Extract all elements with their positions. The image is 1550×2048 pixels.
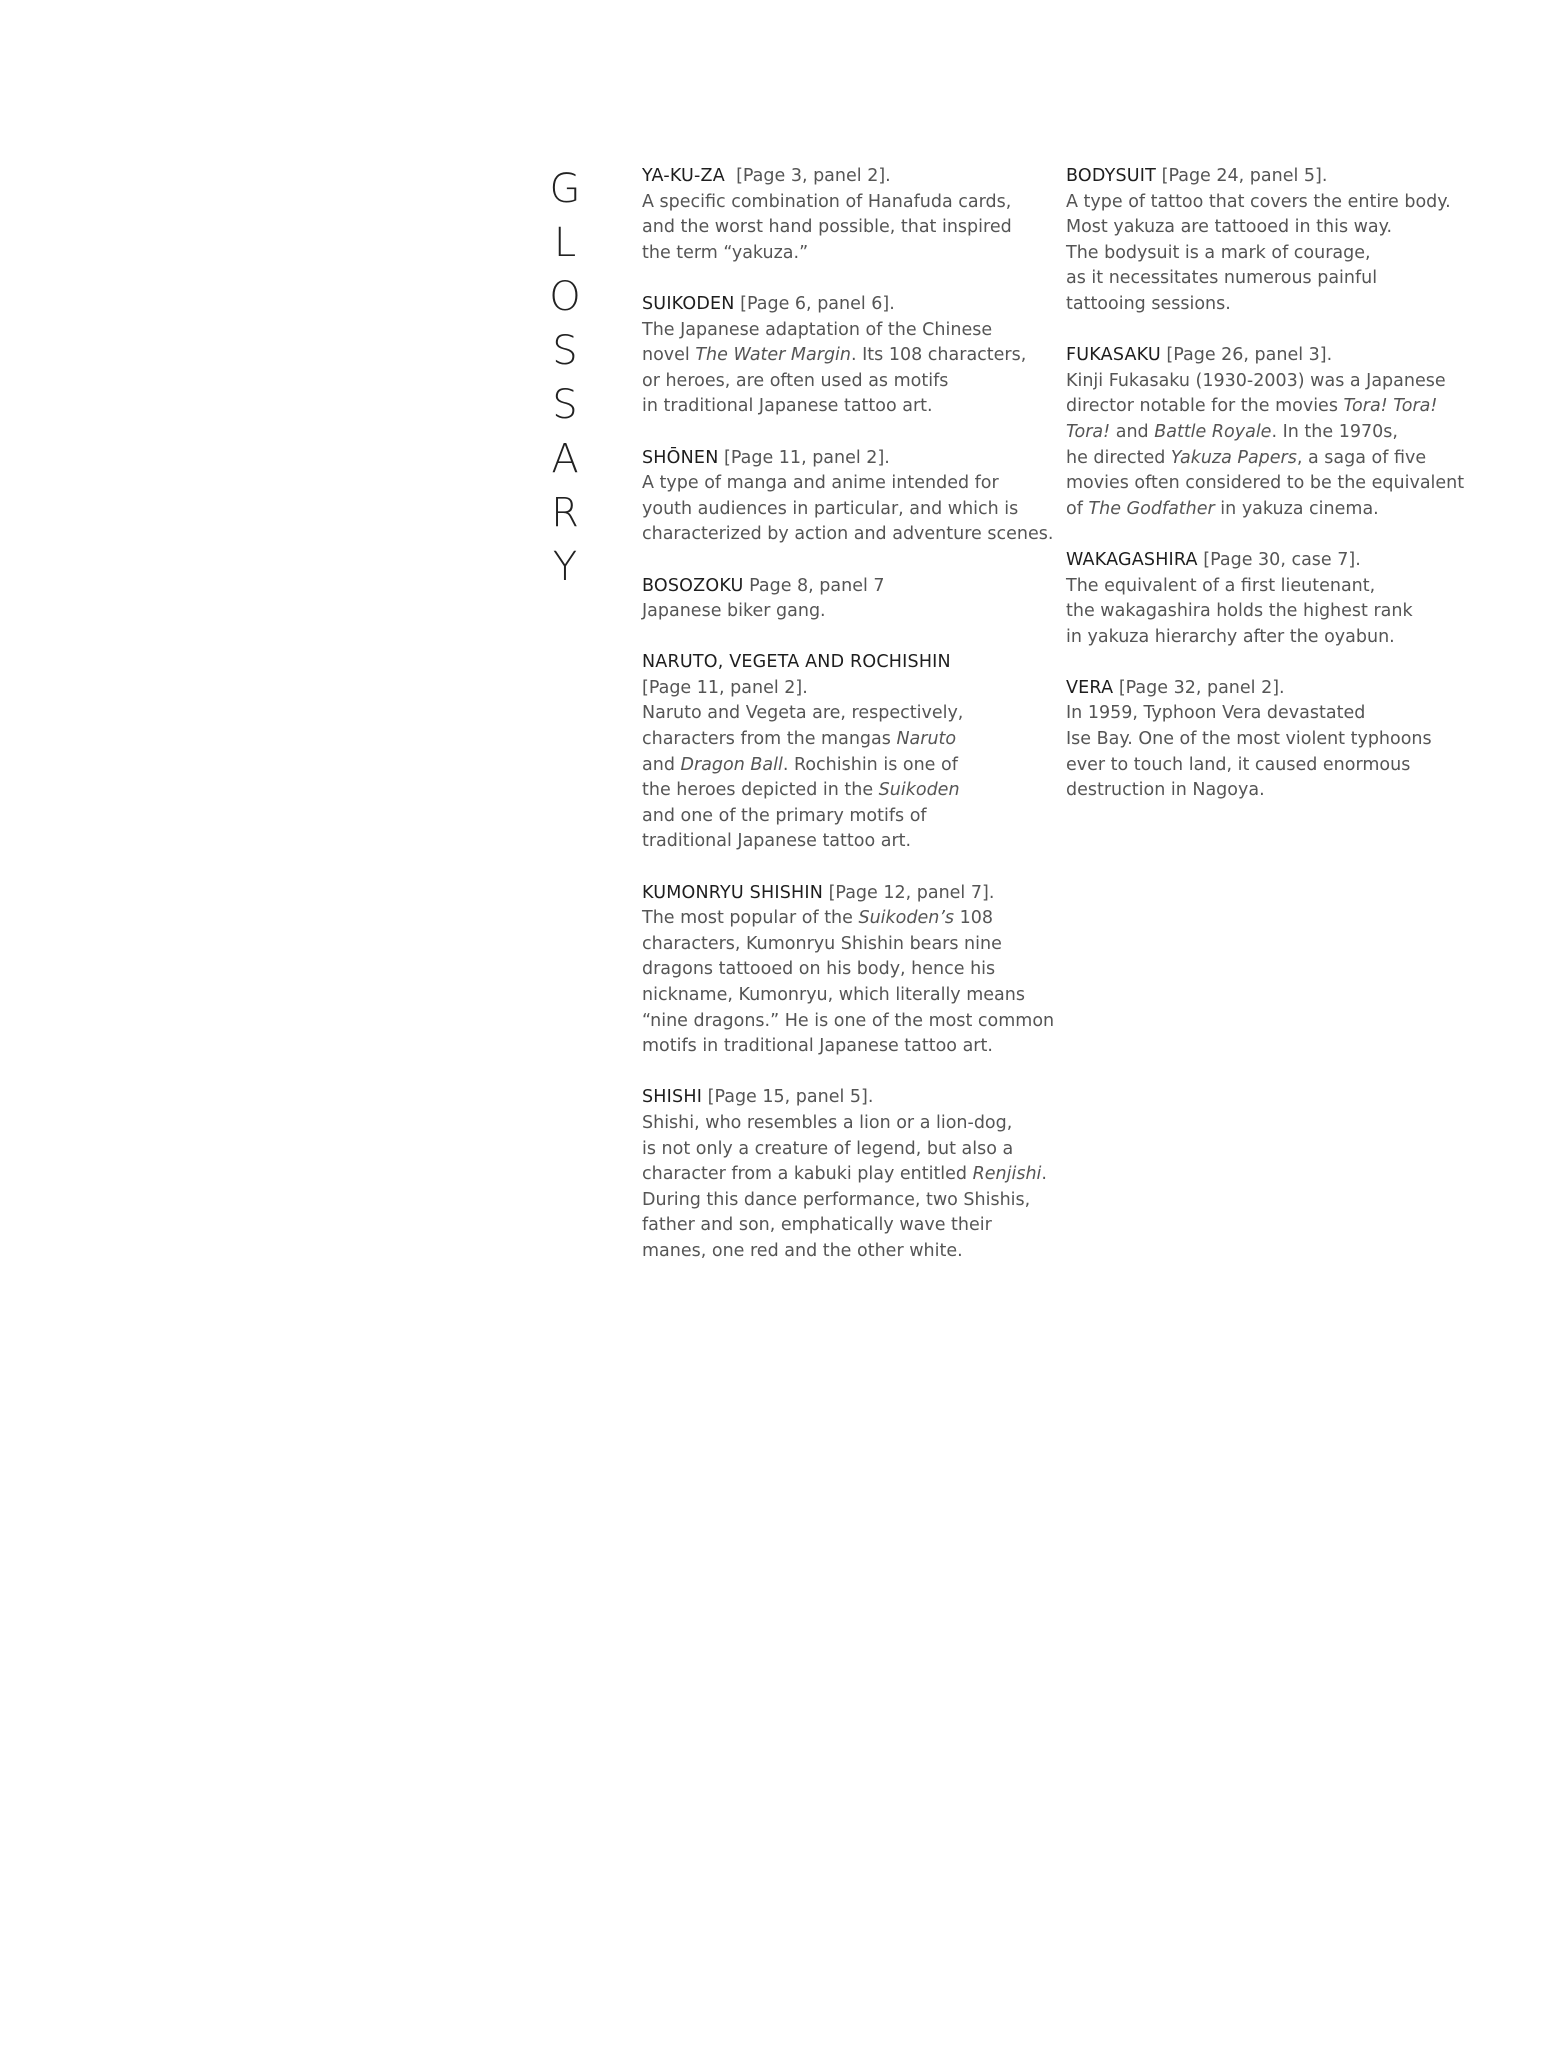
definition-text: Most yakuza are tattooed in this way. xyxy=(1066,217,1393,238)
definition-text: and one of the primary motifs of xyxy=(642,805,927,826)
entry-term: BODYSUIT xyxy=(1066,166,1157,186)
definition-text: 108 xyxy=(954,908,994,929)
entry-page-reference: [Page 3, panel 2]. xyxy=(724,166,891,186)
definition-text: novel xyxy=(642,345,696,366)
entry-term: YA-KU-ZA xyxy=(642,166,725,186)
entry-term: SHISHI xyxy=(642,1087,703,1108)
entry-page-reference: Page 8, panel 7 xyxy=(743,575,885,596)
definition-text: . Rochishin is one of xyxy=(782,754,958,775)
entry-definition-line xyxy=(1066,190,1466,216)
entry-definition-line xyxy=(1066,266,1466,292)
definition-text: A type of manga and anime intended for xyxy=(642,473,999,494)
glossary-entry xyxy=(1066,164,1466,318)
definition-text: Naruto and Vegeta are, respectively, xyxy=(642,703,964,724)
entry-definition-line xyxy=(1066,497,1466,523)
glossary-entry xyxy=(1066,548,1466,650)
entry-term: KUMONRYU SHISHIN xyxy=(642,882,824,903)
definition-text: . xyxy=(1041,1164,1047,1185)
definition-text: traditional Japanese tattoo art. xyxy=(642,831,912,852)
definition-text: he directed xyxy=(1066,447,1171,468)
entry-heading xyxy=(1066,164,1466,190)
entry-definition-line xyxy=(642,241,1042,267)
entry-page-reference: [Page 6, panel 6]. xyxy=(734,293,895,314)
entry-definition-line xyxy=(1066,625,1466,651)
entry-definition-line xyxy=(642,522,1054,548)
definition-text: and xyxy=(642,754,681,775)
entry-page-reference: [Page 12, panel 7]. xyxy=(823,882,995,903)
definition-text: “nine dragons.” He is one of the most common xyxy=(642,1010,1055,1031)
title-letter: O xyxy=(549,274,581,320)
definition-text: A type of tattoo that covers the entire body. xyxy=(1066,191,1451,212)
title-letter: Y xyxy=(552,544,578,590)
definition-text: in yakuza cinema. xyxy=(1214,498,1379,519)
definition-text: , a saga of five xyxy=(1296,447,1427,468)
definition-text: The most popular of the xyxy=(642,908,859,929)
entry-definition-line xyxy=(642,1213,1042,1239)
entry-definition-line xyxy=(642,829,1042,855)
entry-term: SUIKODEN xyxy=(642,293,735,314)
entry-heading xyxy=(642,881,1042,907)
entry-definition-line xyxy=(1066,215,1466,241)
glossary-entry xyxy=(1066,676,1466,804)
definition-text: A specific combination of Hanafuda cards, xyxy=(642,191,1012,212)
entry-page-reference: [Page 11, panel 2]. xyxy=(718,447,890,468)
entry-term: SHŌNEN xyxy=(642,447,719,468)
entry-definition-line xyxy=(642,190,1042,216)
definition-text: ever to touch land, it caused enormous xyxy=(1066,754,1411,775)
italic-title: Dragon Ball xyxy=(680,754,783,775)
entry-definition-line xyxy=(1066,292,1466,318)
definition-text: . In the 1970s, xyxy=(1271,421,1398,442)
italic-title: Tora! Tora! xyxy=(1343,396,1438,417)
entry-term: FUKASAKU xyxy=(1066,345,1161,366)
definition-text: dragons tattooed on his body, hence his xyxy=(642,959,996,980)
title-letter: G xyxy=(549,166,581,212)
entry-definition-line xyxy=(642,471,1042,497)
entry-definition-line xyxy=(1066,701,1466,727)
entry-definition-line xyxy=(1066,420,1466,446)
definition-text: characters from the mangas xyxy=(642,729,897,750)
definition-text: Kinji Fukasaku (1930-2003) was a Japanese xyxy=(1066,370,1446,391)
definition-text: tattooing sessions. xyxy=(1066,293,1231,314)
glossary-entry xyxy=(1066,343,1466,522)
entry-definition-line xyxy=(1066,727,1466,753)
entry-definition-line xyxy=(1066,574,1466,600)
entry-definition-line xyxy=(642,497,1042,523)
entry-term: VERA xyxy=(1066,677,1114,698)
definition-text: In 1959, Typhoon Vera devastated xyxy=(1066,703,1366,724)
title-letter: L xyxy=(553,220,577,266)
glossary-entry xyxy=(642,574,1042,625)
definition-text: The equivalent of a first lieutenant, xyxy=(1066,575,1376,596)
entry-definition-line xyxy=(642,906,1042,932)
entry-definition-line xyxy=(642,1034,1042,1060)
entry-definition-line xyxy=(642,369,1042,395)
definition-text: the wakagashira holds the highest rank xyxy=(1066,601,1413,622)
definition-text: destruction in Nagoya. xyxy=(1066,780,1265,801)
entry-definition-line xyxy=(642,1239,1042,1265)
entry-definition-line xyxy=(642,753,1042,779)
title-letter: S xyxy=(552,328,578,374)
entry-heading xyxy=(642,446,1042,472)
entry-definition-line xyxy=(642,778,1042,804)
entry-definition-line xyxy=(642,1162,1047,1188)
definition-text: The bodysuit is a mark of courage, xyxy=(1066,242,1371,263)
definition-text: . Its 108 characters, xyxy=(851,345,1027,366)
definition-text: in traditional Japanese tattoo art. xyxy=(642,396,933,417)
entry-definition-line xyxy=(642,1188,1042,1214)
entry-definition-line xyxy=(1066,446,1466,472)
entry-term: BOSOZOKU xyxy=(642,575,744,596)
glossary-entry xyxy=(642,446,1054,548)
entry-heading xyxy=(1066,343,1466,369)
italic-title: Tora! xyxy=(1066,421,1111,442)
definition-text: of xyxy=(1066,498,1089,519)
entry-definition-line xyxy=(1066,394,1466,420)
entry-definition-line xyxy=(642,599,1042,625)
entry-definition-line xyxy=(642,343,1042,369)
glossary-title xyxy=(545,162,585,594)
definition-text: movies often considered to be the equivalent xyxy=(1066,473,1465,494)
entry-definition-line xyxy=(1066,369,1466,395)
definition-text: During this dance performance, two Shishis, xyxy=(642,1189,1031,1210)
italic-title: Battle Royale xyxy=(1154,421,1272,442)
entry-definition-line xyxy=(642,932,1042,958)
definition-text: manes, one red and the other white. xyxy=(642,1240,963,1261)
definition-text: characterized by action and adventure scenes. xyxy=(642,524,1054,545)
definition-text: The Japanese adaptation of the Chinese xyxy=(642,319,993,340)
entry-definition-line xyxy=(1066,471,1466,497)
definition-text: Shishi, who resembles a lion or a lion-dog, xyxy=(642,1112,1013,1133)
entry-term: WAKAGASHIRA xyxy=(1066,549,1198,570)
entry-definition-line xyxy=(1066,753,1466,779)
italic-title: The Water Margin xyxy=(695,345,852,366)
entry-heading xyxy=(642,292,1042,318)
entry-definition-line xyxy=(642,701,1042,727)
definition-text: [Page 11, panel 2]. xyxy=(642,677,808,698)
italic-title: Renjishi xyxy=(972,1164,1042,1185)
glossary-entry xyxy=(642,650,1042,855)
definition-text: director notable for the movies xyxy=(1066,396,1344,417)
entry-heading xyxy=(1066,548,1466,574)
entry-definition-line xyxy=(642,676,1042,702)
glossary-column-right xyxy=(1066,164,1466,829)
entry-heading xyxy=(642,164,1042,190)
italic-title: The Godfather xyxy=(1088,498,1215,519)
italic-title: Suikoden’s xyxy=(858,908,955,929)
entry-definition-line xyxy=(642,1111,1042,1137)
definition-text: in yakuza hierarchy after the oyabun. xyxy=(1066,626,1395,647)
entry-page-reference: [Page 15, panel 5]. xyxy=(702,1087,874,1108)
definition-text: is not only a creature of legend, but also a xyxy=(642,1138,1014,1159)
entry-definition-line xyxy=(642,1009,1055,1035)
definition-text: Japanese biker gang. xyxy=(642,601,826,622)
entry-heading xyxy=(642,650,1042,676)
entry-definition-line xyxy=(642,394,1042,420)
definition-text: Ise Bay. One of the most violent typhoons xyxy=(1066,729,1432,750)
entry-definition-line xyxy=(1066,778,1466,804)
glossary-entry xyxy=(642,292,1042,420)
entry-definition-line xyxy=(642,804,1042,830)
entry-definition-line xyxy=(642,727,1042,753)
italic-title: Suikoden xyxy=(878,780,960,801)
title-letter: S xyxy=(552,382,578,428)
glossary-column-left xyxy=(642,164,1055,1290)
glossary-entry xyxy=(642,164,1042,266)
italic-title: Yakuza Papers xyxy=(1170,447,1297,468)
definition-text: and xyxy=(1110,421,1155,442)
definition-text: youth audiences in particular, and which is xyxy=(642,498,1019,519)
definition-text: motifs in traditional Japanese tattoo art. xyxy=(642,1036,993,1057)
title-letter: A xyxy=(551,436,579,482)
entry-definition-line xyxy=(642,318,1042,344)
entry-heading xyxy=(642,574,1042,600)
definition-text: nickname, Kumonryu, which literally means xyxy=(642,985,1025,1005)
definition-text: as it necessitates numerous painful xyxy=(1066,268,1378,289)
entry-heading xyxy=(642,1085,1042,1111)
definition-text: character from a kabuki play entitled xyxy=(642,1164,973,1185)
glossary-entry xyxy=(642,881,1055,1060)
entry-definition-line xyxy=(642,957,1042,983)
definition-text: characters, Kumonryu Shishin bears nine xyxy=(642,933,1002,954)
definition-text: the term “yakuza.” xyxy=(642,242,809,263)
entry-page-reference: [Page 26, panel 3]. xyxy=(1160,345,1333,366)
definition-text: father and son, emphatically wave their xyxy=(642,1215,992,1236)
glossary-entry xyxy=(642,1085,1047,1264)
entry-term: NARUTO, VEGETA AND ROCHISHIN xyxy=(642,652,951,673)
italic-title: Naruto xyxy=(896,729,957,750)
entry-page-reference: [Page 24, panel 5]. xyxy=(1156,166,1328,186)
entry-definition-line xyxy=(1066,241,1466,267)
definition-text: and the worst hand possible, that inspired xyxy=(642,217,1012,238)
entry-page-reference: [Page 32, panel 2]. xyxy=(1113,677,1285,698)
entry-page-reference: [Page 30, case 7]. xyxy=(1197,549,1361,570)
entry-definition-line xyxy=(642,1137,1042,1163)
definition-text: the heroes depicted in the xyxy=(642,780,879,801)
entry-definition-line xyxy=(642,983,1042,1009)
entry-heading xyxy=(1066,676,1466,702)
entry-definition-line xyxy=(642,215,1042,241)
title-letter: R xyxy=(551,490,579,536)
definition-text: or heroes, are often used as motifs xyxy=(642,370,949,391)
entry-definition-line xyxy=(1066,599,1466,625)
